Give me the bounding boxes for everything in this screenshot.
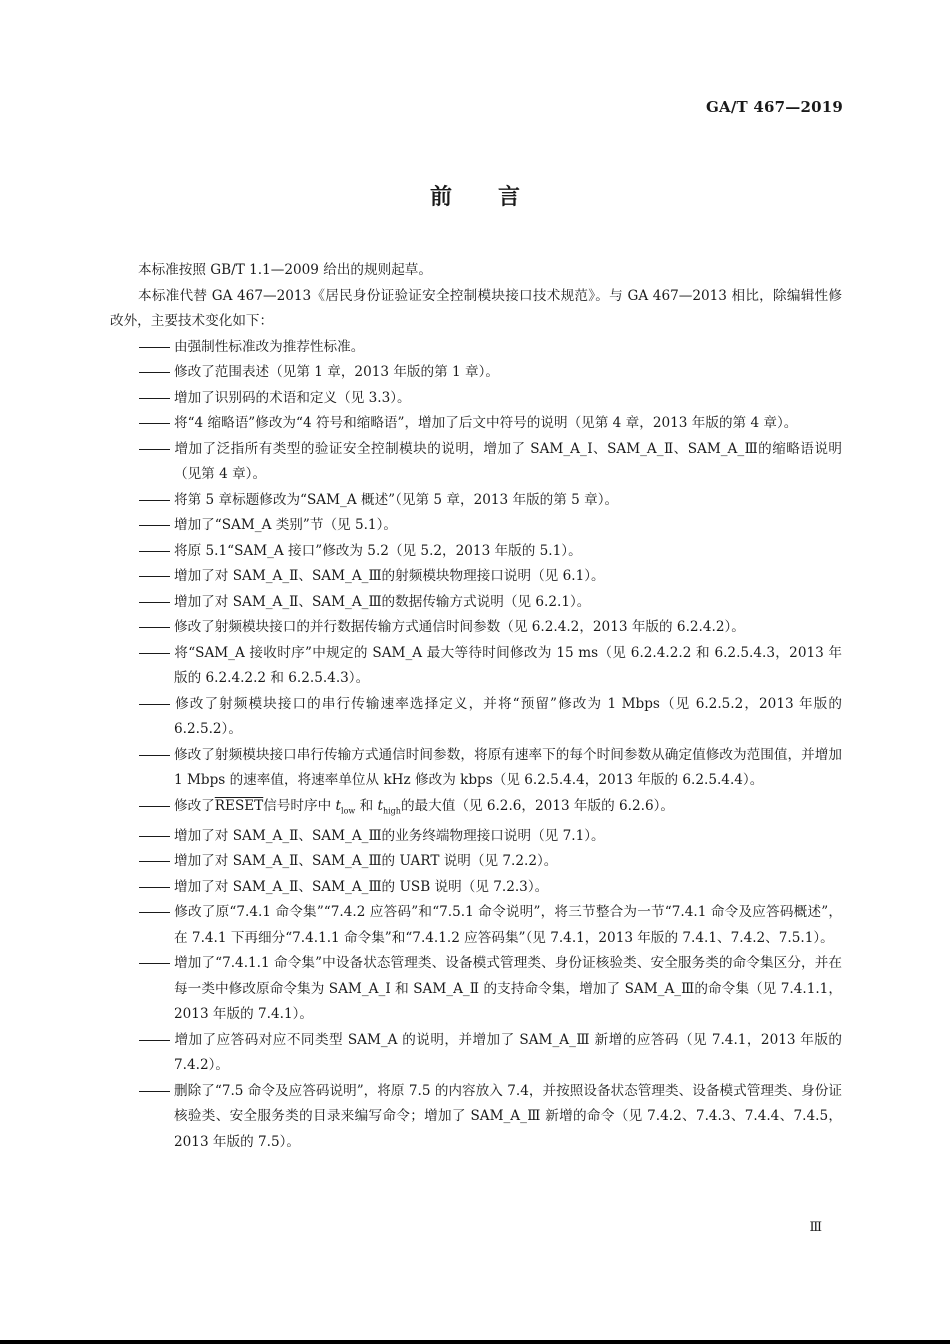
change-item-text: 增加了对 SAM_A_Ⅱ、SAM_A_Ⅲ的 UART 说明（见 7.2.2）。 xyxy=(174,853,558,870)
em-dash-marker xyxy=(139,951,174,977)
em-dash-marker xyxy=(139,824,174,850)
reset-pre: 修改了 xyxy=(174,797,215,814)
t-low-symbol: t xyxy=(335,797,342,814)
foreword-body xyxy=(110,258,842,1155)
em-dash-marker xyxy=(139,539,174,565)
change-item-text: 由强制性标准改为推荐性标准。 xyxy=(174,338,365,355)
em-dash-marker xyxy=(139,641,174,667)
change-item-text: 将第 5 章标题修改为“SAM_A 概述”（见第 5 章，2013 年版的第 5 章）。 xyxy=(174,491,619,508)
em-dash-marker xyxy=(139,590,174,616)
change-item xyxy=(110,411,842,437)
change-item-text: 增加了识别码的术语和定义（见 3.3）。 xyxy=(174,389,411,406)
t-low-subscript: low xyxy=(341,806,356,816)
change-item-text: 将“4 缩略语”修改为“4 符号和缩略语”，增加了后文中符号的说明（见第 4 章，2013 年版的第 4 章）。 xyxy=(174,415,798,431)
em-dash-marker xyxy=(139,743,174,769)
change-item xyxy=(110,513,842,539)
change-item xyxy=(110,615,842,641)
page-title: 前言 xyxy=(429,184,566,210)
change-item-text: 增加了对 SAM_A_Ⅱ、SAM_A_Ⅲ的射频模块物理接口说明（见 6.1）。 xyxy=(174,568,605,584)
change-item xyxy=(110,641,842,692)
t-high-subscript: high xyxy=(382,806,401,816)
change-item-text: 增加了“SAM_A 类别”节（见 5.1）。 xyxy=(174,517,397,533)
change-item-text: 增加了泛指所有类型的验证安全控制模块的说明，增加了 SAM_A_Ⅰ、SAM_A_Ⅱ、SAM_A_Ⅲ的缩略语说明（见第 4 章）。 xyxy=(174,440,842,482)
em-dash-marker xyxy=(139,900,174,926)
change-item-text: 增加了对 SAM_A_Ⅱ、SAM_A_Ⅲ的数据传输方式说明（见 6.2.1）。 xyxy=(174,593,591,610)
reset-post: 的最大值（见 6.2.6，2013 年版的 6.2.6）。 xyxy=(400,797,675,814)
change-item xyxy=(110,900,842,951)
em-dash-marker xyxy=(139,411,174,437)
change-item-text: 增加了对 SAM_A_Ⅱ、SAM_A_Ⅲ的 USB 说明（见 7.2.3）。 xyxy=(174,878,549,895)
em-dash-marker xyxy=(139,1079,174,1105)
change-item xyxy=(110,824,842,850)
intro-paragraph: 本标准代替 GA 467—2013《居民身份证验证安全控制模块接口技术规范》。与 GA 467—2013 相比，除编辑性修改外，主要技术变化如下： xyxy=(110,287,842,329)
change-item xyxy=(110,539,842,565)
intro-paragraph: 本标准按照 GB/T 1.1—2009 给出的规则起草。 xyxy=(138,262,432,278)
em-dash-marker xyxy=(139,875,174,901)
change-item xyxy=(110,360,842,386)
reset-mid1: 信号时序中 xyxy=(263,797,336,814)
change-item xyxy=(110,590,842,616)
change-item xyxy=(110,1028,842,1079)
bottom-border xyxy=(0,1340,950,1344)
change-item xyxy=(110,1079,842,1156)
em-dash-marker xyxy=(139,386,174,412)
em-dash-marker xyxy=(139,849,174,875)
change-item-text: 修改了范围表述（见第 1 章，2013 年版的第 1 章）。 xyxy=(174,364,499,380)
em-dash-marker xyxy=(139,360,174,386)
reset-mid2: 和 xyxy=(355,797,378,814)
change-item xyxy=(110,692,842,743)
change-item xyxy=(110,875,842,901)
change-item-text: 修改了射频模块接口的串行传输速率选择定义，并将“预留”修改为 1 Mbps（见 6.2.5.2，2013 年版的 6.2.5.2）。 xyxy=(174,695,842,737)
em-dash-marker xyxy=(139,335,174,361)
change-item-text: 增加了对 SAM_A_Ⅱ、SAM_A_Ⅲ的业务终端物理接口说明（见 7.1）。 xyxy=(174,827,605,844)
t-high-symbol: t xyxy=(377,797,383,814)
change-item xyxy=(110,386,842,412)
page-number: Ⅲ xyxy=(809,1220,822,1235)
change-item-text: 修改了射频模块接口的并行数据传输方式通信时间参数（见 6.2.4.2，2013 年版的 6.2.4.2）。 xyxy=(174,619,745,635)
em-dash-marker xyxy=(139,437,174,463)
change-item-text: 增加了应答码对应不同类型 SAM_A 的说明，并增加了 SAM_A_Ⅲ 新增的应答码（见 7.4.1，2013 年版的 7.4.2）。 xyxy=(174,1031,842,1074)
change-item-text: 增加了“7.4.1.1 命令集”中设备状态管理类、设备模式管理类、身份证核验类、安全服务类的命令集区分，并在每一类中修改原命令集为 SAM_A_Ⅰ 和 SAM_A_Ⅱ 的支持命令集，增加了 SAM_A_Ⅲ的命令集（见 7.4.1.1，2013 年版的 7.4.1）。 xyxy=(174,955,842,1023)
em-dash-marker xyxy=(139,564,174,590)
change-item-text: 将原 5.1“SAM_A 接口”修改为 5.2（见 5.2，2013 年版的 5.1）。 xyxy=(174,542,582,559)
change-item xyxy=(110,488,842,514)
change-item-text: 删除了“7.5 命令及应答码说明”，将原 7.5 的内容放入 7.4，并按照设备状态管理类、设备模式管理类、身份证核验类、安全服务类的目录来编写命令；增加了 SAM_A_Ⅲ 新增的命令（见 7.4.2、7.4.3、7.4.4、7.4.5，2013 年版的 7.5）。 xyxy=(174,1082,842,1150)
change-item xyxy=(110,849,842,875)
change-item xyxy=(110,743,842,794)
standard-code: GA/T 467—2019 xyxy=(706,98,843,116)
reset-signal: RESET xyxy=(214,797,264,814)
change-item-text: 修改了原“7.4.1 命令集”“7.4.2 应答码”和“7.5.1 命令说明”，将三节整合为一节“7.4.1 命令及应答码概述”，在 7.4.1 下再细分“7.4.1.1 命令集”和“7.4.1.2 应答码集”（见 7.4.1，2013 年版的 7.4.1、7.4.2、7.5.1）。 xyxy=(174,904,842,946)
em-dash-marker xyxy=(139,794,174,820)
em-dash-marker xyxy=(139,1028,174,1054)
change-item-text: 修改了射频模块接口串行传输方式通信时间参数，将原有速率下的每个时间参数从确定值修改为范围值，并增加 1 Mbps 的速率值，将速率单位从 kHz 修改为 kbps（见 6.2.5.4.4，2013 年版的 6.2.5.4.4）。 xyxy=(174,746,842,788)
em-dash-marker xyxy=(139,615,174,641)
change-item xyxy=(110,437,842,488)
em-dash-marker xyxy=(139,513,174,539)
change-item-text: 将“SAM_A 接收时序”中规定的 SAM_A 最大等待时间修改为 15 ms（见 6.2.4.2.2 和 6.2.5.4.3，2013 年版的 6.2.4.2.2 和 6.2.5.4.3）。 xyxy=(174,644,842,686)
change-item xyxy=(110,564,842,590)
em-dash-marker xyxy=(139,692,174,718)
em-dash-marker xyxy=(139,488,174,514)
change-item xyxy=(110,335,842,361)
change-item-reset xyxy=(110,794,842,824)
change-item xyxy=(110,951,842,1028)
